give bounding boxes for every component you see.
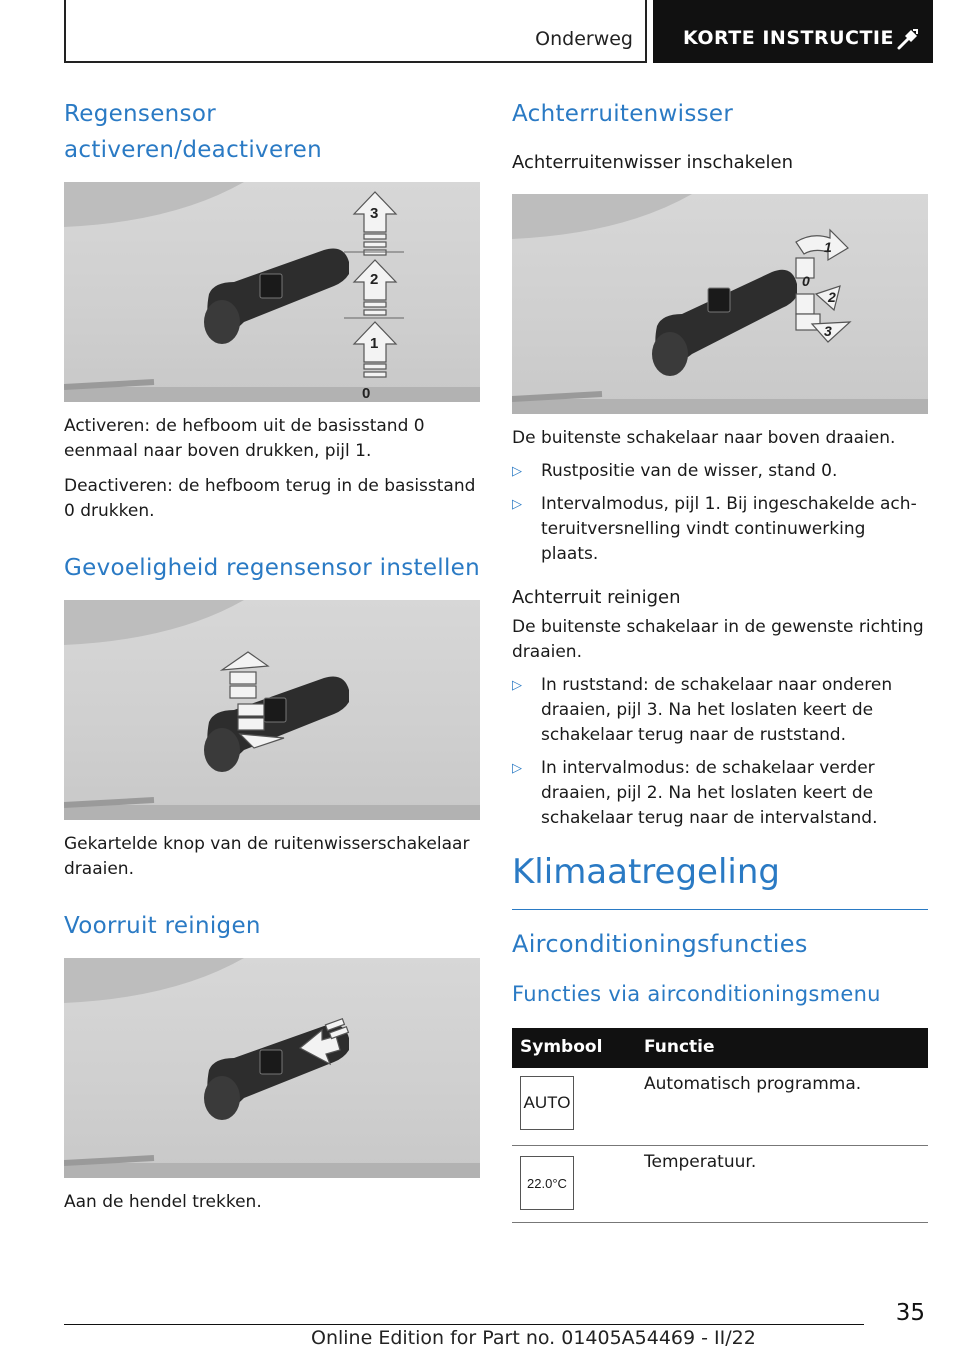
paragraph: Deactiveren: de hefboom terug in de basisstand 0 drukken.	[64, 476, 476, 521]
triangle-bullet-icon: ▷	[512, 761, 522, 776]
page-number: 35	[895, 1300, 925, 1326]
footer-divider	[64, 1324, 864, 1325]
triangle-bullet-icon: ▷	[512, 678, 522, 693]
stalk-illustration	[64, 182, 480, 402]
stalk-illustration	[512, 194, 928, 414]
chapter-title: Klimaatregeling	[512, 852, 780, 892]
figure-label: 3	[824, 323, 832, 339]
bullet-list	[512, 673, 928, 831]
section-title-windshield-clean: Voorruit reinigen	[64, 913, 261, 939]
column-header: Symbool	[520, 1037, 603, 1057]
subsection-title-ac-menu: Functies via airconditioningsmenu	[512, 982, 881, 1006]
section-title-sensitivity: Gevoeligheid regensensor instellen	[64, 555, 481, 581]
table-header	[512, 1028, 928, 1068]
figure-label: 2	[370, 271, 379, 288]
paragraph: Aan de hendel trekken.	[64, 1192, 262, 1212]
paragraph: De buitenste schakelaar naar boven draaien.	[512, 428, 896, 448]
figure-label: 3	[370, 205, 379, 222]
figure-label: 2	[828, 289, 836, 305]
table-row	[512, 1146, 928, 1223]
column-header: Functie	[644, 1037, 715, 1057]
section-tab	[64, 0, 647, 63]
quick-guide-icon	[897, 28, 919, 50]
table-row	[512, 1068, 928, 1146]
footer-edition: Online Edition for Part no. 01405A54469 - II/22	[311, 1327, 756, 1349]
figure-label: 0	[802, 273, 810, 289]
triangle-bullet-icon: ▷	[512, 497, 522, 512]
page-header	[0, 0, 960, 70]
figure-rain-sensor	[64, 182, 480, 402]
chapter-divider	[512, 909, 928, 910]
stalk-illustration	[64, 958, 480, 1178]
table-cell: Temperatuur.	[644, 1152, 757, 1172]
paragraph: Gekartelde knop van de ruitenwisserschakelaar draaien.	[64, 834, 470, 879]
list-item: ▷ Intervalmodus, pijl 1. Bij ingeschakelde achteruitversnelling vindt continuwerking plaats.	[512, 494, 917, 564]
chapter-tab	[653, 0, 933, 63]
subheading: Achterruitenwisser inschakelen	[512, 152, 794, 173]
list-item: ▷ Rustpositie van de wisser, stand 0.	[512, 459, 928, 484]
figure-rear-wiper	[512, 194, 928, 414]
section-title-rear-wiper: Achterruitenwisser	[512, 101, 734, 127]
list-item: ▷ In ruststand: de schakelaar naar onderen draaien, pijl 3. Na het loslaten keert de schakelaar terug naar de ruststand.	[512, 675, 893, 745]
right-column	[512, 96, 928, 1223]
figure-label: 0	[362, 385, 371, 402]
paragraph: De buitenste schakelaar in de gewenste richting draaien.	[512, 617, 924, 662]
table-cell: Automatisch programma.	[644, 1074, 862, 1094]
triangle-bullet-icon: ▷	[512, 464, 522, 479]
subheading: Achterruit reinigen	[512, 587, 681, 608]
section-title-ac: Airconditioningsfuncties	[512, 930, 808, 958]
stalk-illustration	[64, 600, 480, 820]
figure-sensitivity	[64, 600, 480, 820]
bullet-list	[512, 459, 928, 567]
section-title-rain-sensor: Regensensor activeren/deactiveren	[64, 101, 322, 163]
functions-table	[512, 1028, 928, 1223]
list-item: ▷ In intervalmodus: de schakelaar verder draaien, pijl 2. Na het loslaten keert de schakelaar terug naar de intervalstand.	[512, 758, 878, 828]
figure-label: 1	[824, 239, 832, 255]
auto-symbol-icon: AUTO	[520, 1076, 574, 1130]
left-column	[64, 96, 480, 1215]
temperature-symbol-icon: 22.0°C	[520, 1156, 574, 1210]
figure-label: 1	[370, 335, 379, 352]
chapter-tab-label: KORTE INSTRUCTIE	[683, 27, 894, 49]
figure-windshield-clean	[64, 958, 480, 1178]
section-tab-label: Onderweg	[535, 28, 633, 50]
paragraph: Activeren: de hefboom uit de basisstand 0 eenmaal naar boven drukken, pijl 1.	[64, 416, 425, 461]
